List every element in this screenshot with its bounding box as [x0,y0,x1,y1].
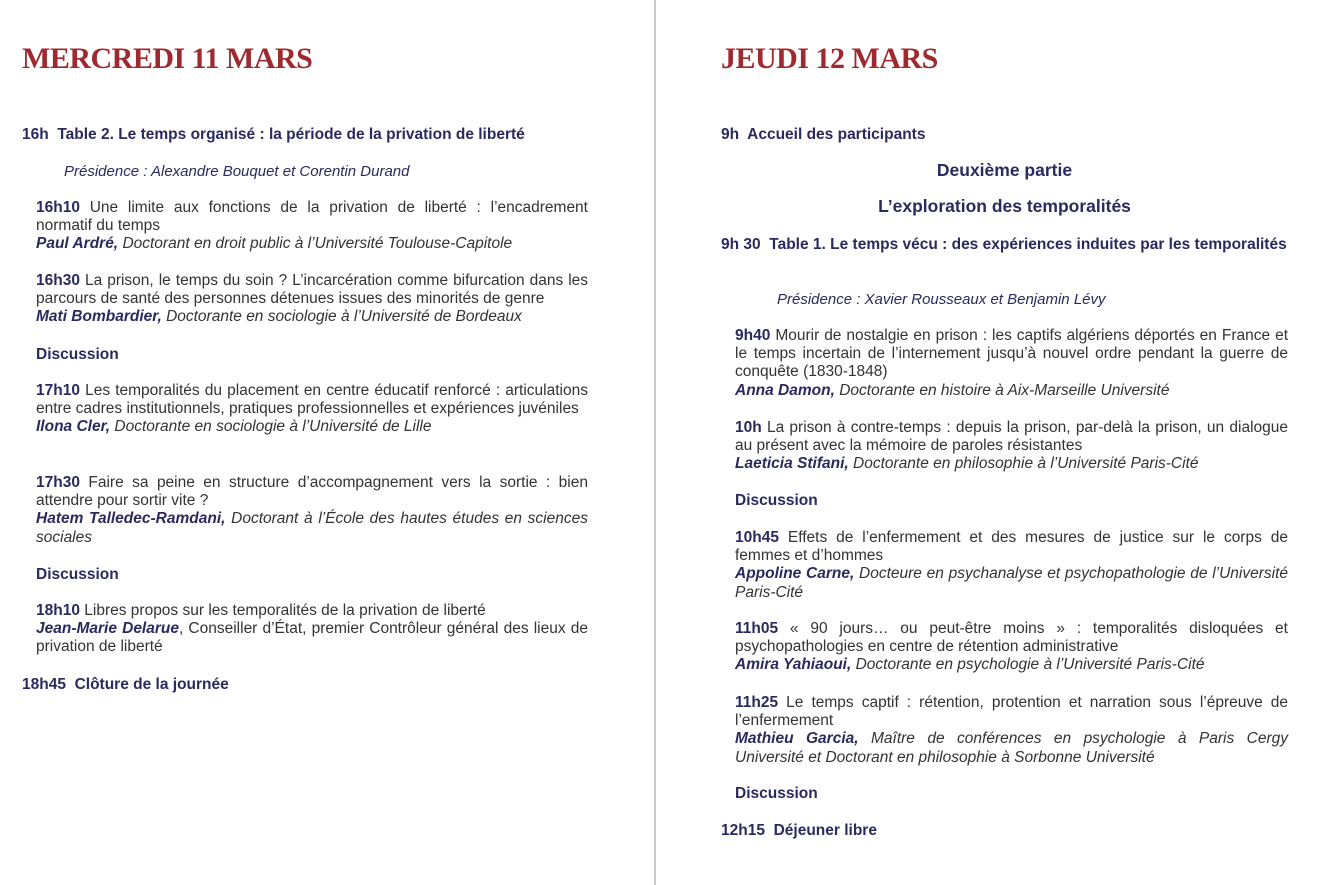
talk-title: « 90 jours… ou peut-être moins » : temporalités disloquées et psychopathologies en centre de rétention administrative [735,620,1288,656]
talk-item [735,620,1288,675]
session-time: 9h 30 [721,236,761,253]
talk-item [735,327,1288,400]
talk-title: Mourir de nostalgie en prison : les captifs algériens déportés en France et le temps incertain de l’internement jusqu’à nouvel ordre pendant la guerre de conquête (1830-1848) [735,327,1289,381]
talk-title: La prison, le temps du soin ? L’incarcération comme bifurcation dans les parcours de santé des personnes détenues issues des minorités de genre [36,272,589,308]
talk-time: 16h10 [36,199,80,216]
talk-title: Effets de l’enfermement et des mesures de justice sur le corps de femmes et d’hommes [735,529,1288,565]
talk-time: 17h10 [36,382,80,399]
talk-author: Amira Yahiaoui, [735,656,852,674]
talk-author: Ilona Cler, [36,418,111,436]
talk-title: Libres propos sur les temporalités de la privation de liberté [84,602,486,619]
talk-author: Mati Bombardier, [36,308,162,326]
talk-author: Anna Damon, [735,381,835,399]
talk-author: Hatem Talledec-Ramdani, [36,510,226,528]
talk-item [36,382,588,437]
talk-item [36,474,588,547]
talk-time: 11h25 [735,694,779,711]
talk-item [36,199,588,254]
session-heading [22,126,588,144]
part-title: L’exploration des temporalités [878,196,1131,216]
talk-title: Le temps captif : rétention, protention et narration sous l’épreuve de l’enfermement [735,694,1289,730]
page-divider [654,0,656,885]
discussion-label: Discussion [735,785,818,802]
part-label: Deuxième partie [936,160,1073,180]
closing-title: Clôture de la journée [74,676,229,693]
talk-author: Mathieu Garcia, [735,730,859,748]
talk-author: Laeticia Stifani, [735,455,849,473]
talk-item [735,419,1288,474]
talk-affiliation: Doctorante en histoire à Aix-Marseille Université [839,381,1170,399]
talk-affiliation: Doctorante en psychologie à l’Université Paris-Cité [855,656,1205,674]
talk-title: Une limite aux fonctions de la privation de liberté : l’encadrement normatif du temps [36,199,588,235]
talk-author: Paul Ardré, [36,235,119,253]
lunch-title: Déjeuner libre [773,822,877,839]
talk-item [36,272,588,327]
session-time: 16h [22,126,49,143]
talk-author: Appoline Carne, [735,565,855,583]
talk-item [36,602,588,657]
talk-affiliation: Doctorant en droit public à l’Université Toulouse-Capitole [122,235,513,253]
closing-time: 18h45 [22,676,66,693]
talk-title: La prison à contre-temps : depuis la prison, par-delà la prison, un dialogue au présent avec la mémoire de paroles résistantes [735,419,1289,455]
discussion-label: Discussion [735,492,818,509]
talk-item [735,694,1288,767]
talk-time: 17h30 [36,474,80,491]
presidence: Présidence : Xavier Rousseaux et Benjamin Lévy [777,291,1106,308]
talk-affiliation: Doctorante en philosophie à l’Université Paris-Cité [853,455,1199,473]
talk-affiliation: Maître de conférences en psychologie à Paris Cergy Université et Doctorant en philosophie à Sorbonne Université [735,730,1288,766]
talk-affiliation: , Conseiller d’État, premier Contrôleur général des lieux de privation de liberté [36,620,588,656]
discussion-label: Discussion [36,346,119,363]
welcome-time: 9h [721,126,740,143]
day-title: MERCREDI 11 MARS [22,42,313,75]
lunch-time: 12h15 [721,822,765,839]
day-title: JEUDI 12 MARS [721,42,938,75]
session-title: Table 1. Le temps vécu : des expériences induites par les temporalités [769,236,1287,253]
talk-time: 11h05 [735,620,779,637]
closing-heading [22,676,588,694]
session-heading [721,236,1288,254]
welcome-heading [721,126,1288,144]
talk-time: 10h45 [735,529,779,546]
talk-author: Jean-Marie Delarue [36,620,179,638]
talk-affiliation: Docteure en psychanalyse et psychopathologie de l’Université Paris-Cité [735,565,1288,601]
session-title: Table 2. Le temps organisé : la période de la privation de liberté [57,126,525,143]
talk-item [735,529,1288,602]
talk-title: Les temporalités du placement en centre éducatif renforcé : articulations entre cadres institutionnels, pratiques professionnelles et expériences juvéniles [36,382,588,418]
welcome-title: Accueil des participants [747,126,926,143]
talk-time: 16h30 [36,272,80,289]
discussion-label: Discussion [36,566,119,583]
talk-time: 9h40 [735,327,771,344]
talk-affiliation: Doctorant à l’École des hautes études en sciences sociales [36,510,588,546]
talk-time: 18h10 [36,602,80,619]
talk-affiliation: Doctorante en sociologie à l’Université de Lille [114,418,432,436]
presidence: Présidence : Alexandre Bouquet et Corentin Durand [64,163,410,180]
lunch-heading [721,822,1288,840]
talk-affiliation: Doctorante en sociologie à l’Université de Bordeaux [166,308,522,326]
talk-title: Faire sa peine en structure d’accompagnement vers la sortie : bien attendre pour sortir vite ? [36,474,588,510]
talk-time: 10h [735,419,762,436]
